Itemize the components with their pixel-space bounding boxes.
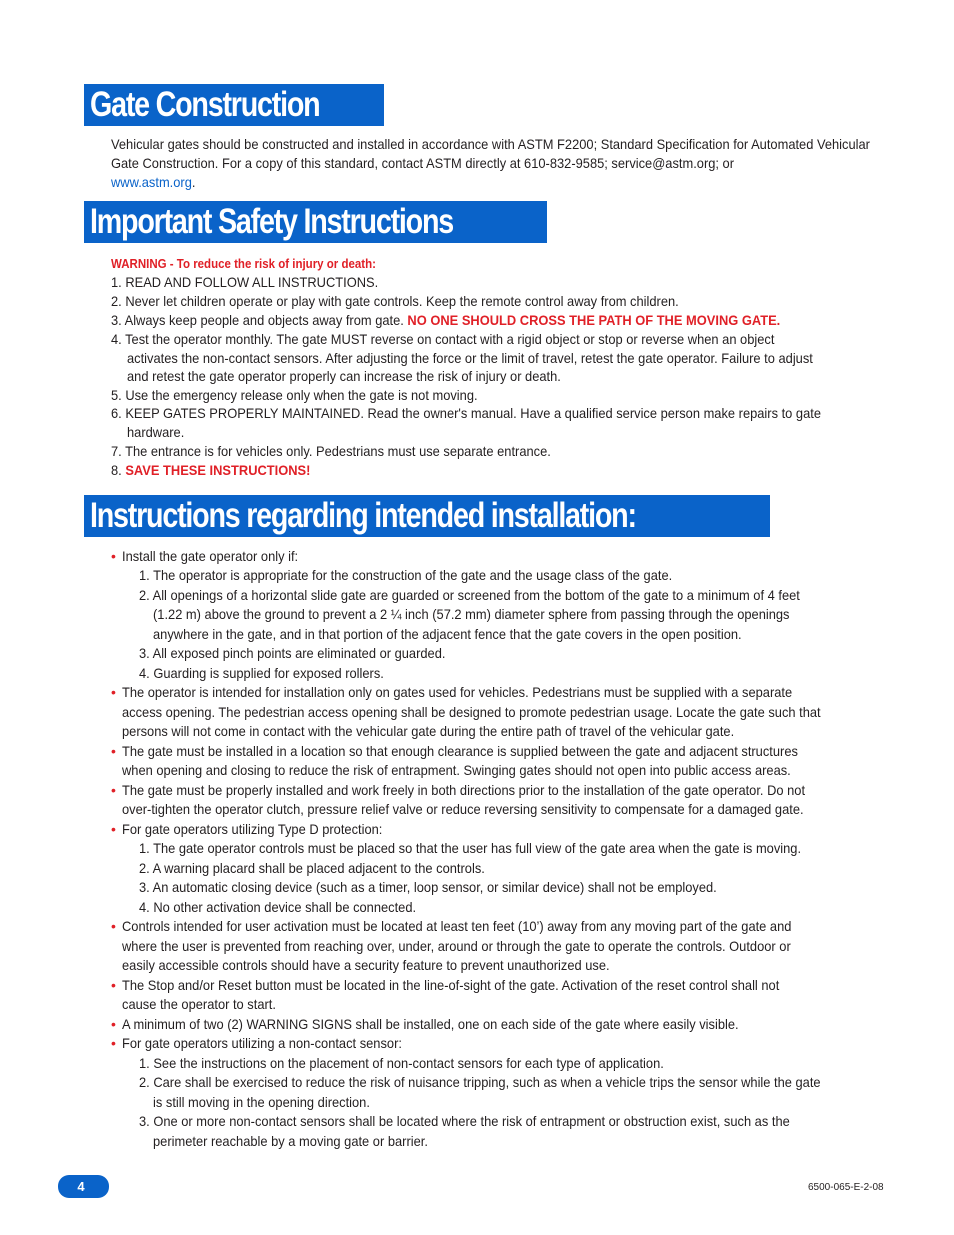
install-line: For gate operators utilizing Type D protection: — [122, 821, 383, 837]
safety-item-4-cont: and retest the gate operator properly can increase the risk of injury or death. — [127, 368, 561, 384]
install-line: Install the gate operator only if: — [122, 548, 299, 564]
install-subitem: 3. All exposed pinch points are eliminated or guarded. — [139, 645, 446, 661]
install-subitem: 3. One or more non-contact sensors shall be located where the risk of entrapment or obstruction exist, such as the — [139, 1113, 790, 1129]
install-line: The gate must be installed in a location so that enough clearance is supplied between the gate and adjacent structures — [122, 743, 798, 759]
install-line: The gate must be properly installed and work freely in both directions prior to the installation of the gate operator. Do not — [122, 782, 806, 798]
install-bullet: • — [111, 743, 116, 759]
install-subitem-cont: anywhere in the gate, and in that portion of the adjacent fence that the gate covers in the open position. — [153, 626, 742, 642]
gate-construction-heading: Gate Construction — [84, 84, 384, 126]
install-line-cont: when opening and closing to reduce the risk of entrapment. Swinging gates should not open into public access areas. — [122, 762, 791, 778]
install-subitem-cont: (1.22 m) above the ground to prevent a 2 ¼ inch (57.2 mm) diameter sphere from passing through the openings — [153, 606, 790, 622]
install-line: Controls intended for user activation must be located at least ten feet (10’) away from any moving part of the gate and — [122, 918, 792, 934]
install-subitem: 1. See the instructions on the placement of non-contact sensors for each type of application. — [139, 1055, 664, 1071]
install-subitem-cont: perimeter reachable by a moving gate or barrier. — [153, 1133, 428, 1149]
safety-item-6-cont: hardware. — [127, 424, 185, 440]
install-subitem: 2. Care shall be exercised to reduce the risk of nuisance tripping, such as when a vehicle trips the sensor while the gate — [139, 1074, 821, 1090]
safety-item-8: 8. SAVE THESE INSTRUCTIONS! — [111, 462, 311, 478]
safety-item-3: 3. Always keep people and objects away from gate. NO ONE SHOULD CROSS THE PATH OF THE MOVING GATE. — [111, 312, 781, 328]
safety-instructions-heading: Important Safety Instructions — [84, 201, 547, 243]
install-bullet: • — [111, 548, 116, 564]
safety-item-4-cont: activates the non-contact sensors. After adjusting the force or the limit of travel, retest the gate operator. Failure to adjust — [127, 350, 813, 366]
install-line-cont: easily accessible controls should have a security feature to prevent unauthorized use. — [122, 957, 610, 973]
safety-item-7: 7. The entrance is for vehicles only. Pedestrians must use separate entrance. — [111, 443, 551, 459]
safety-item-5: 5. Use the emergency release only when the gate is not moving. — [111, 387, 478, 403]
install-bullet: • — [111, 684, 116, 700]
install-line: A minimum of two (2) WARNING SIGNS shall be installed, one on each side of the gate where easily visible. — [122, 1016, 739, 1032]
install-bullet: • — [111, 782, 116, 798]
install-bullet: • — [111, 1016, 116, 1032]
install-line: The Stop and/or Reset button must be located in the line-of-sight of the gate. Activation of the reset control shall not — [122, 977, 780, 993]
install-subitem: 4. Guarding is supplied for exposed rollers. — [139, 665, 384, 681]
install-bullet: • — [111, 821, 116, 837]
install-subitem: 1. The gate operator controls must be placed so that the user has full view of the gate area when the gate is moving. — [139, 840, 802, 856]
install-bullet: • — [111, 918, 116, 934]
install-subitem: 2. A warning placard shall be placed adjacent to the controls. — [139, 860, 485, 876]
safety-item-1: 1. READ AND FOLLOW ALL INSTRUCTIONS. — [111, 274, 379, 290]
install-line-cont: over-tighten the operator clutch, pressure relief valve or reduce reversing sensitivity to compensate for a damaged gate. — [122, 801, 804, 817]
warning-label: WARNING - To reduce the risk of injury or death: — [111, 257, 376, 271]
install-bullet: • — [111, 977, 116, 993]
gate-construction-text: Vehicular gates should be constructed and installed in accordance with ASTM F2200; Standard Specification for Automated Vehicular Gate Construction. For a copy of this standard, contact ASTM directly at 610-832-9585; service@astm.org; or www.astm.org. — [111, 136, 870, 190]
install-line-cont: where the user is prevented from reaching over, under, around or through the gate to operate the controls. Outdoor or — [122, 938, 791, 954]
safety-item-2: 2. Never let children operate or play with gate controls. Keep the remote control away from children. — [111, 293, 679, 309]
install-line-cont: persons will not come in contact with the vehicular gate during the entire path of travel of the vehicular gate. — [122, 723, 735, 739]
document-number: 6500-065-E-2-08 — [808, 1182, 884, 1193]
no-cross-warning: NO ONE SHOULD CROSS THE PATH OF THE MOVING GATE. — [407, 312, 781, 328]
install-line: The operator is intended for installation only on gates used for vehicles. Pedestrians must be supplied with a separate — [122, 684, 793, 700]
install-subitem: 2. All openings of a horizontal slide gate are guarded or screened from the bottom of the gate to a minimum of 4 feet — [139, 587, 800, 603]
install-line-cont: access opening. The pedestrian access opening shall be designed to promote pedestrian usage. Locate the gate such that — [122, 704, 821, 720]
install-subitem: 3. An automatic closing device (such as a timer, loop sensor, or similar device) shall not be employed. — [139, 879, 717, 895]
safety-item-4: 4. Test the operator monthly. The gate MUST reverse on contact with a rigid object or stop or reverse when an object — [111, 331, 775, 347]
install-subitem: 4. No other activation device shall be connected. — [139, 899, 417, 915]
installation-heading: Instructions regarding intended installation: — [84, 495, 770, 537]
install-subitem-cont: is still moving in the opening direction. — [153, 1094, 370, 1110]
install-line: For gate operators utilizing a non-contact sensor: — [122, 1035, 402, 1051]
install-line-cont: cause the operator to start. — [122, 996, 276, 1012]
astm-link[interactable]: www.astm.org — [111, 174, 192, 190]
safety-item-6: 6. KEEP GATES PROPERLY MAINTAINED. Read the owner's manual. Have a qualified service person make repairs to gate — [111, 405, 821, 421]
page-number: 4 — [58, 1175, 109, 1198]
save-instructions: SAVE THESE INSTRUCTIONS! — [125, 462, 311, 478]
install-bullet: • — [111, 1035, 116, 1051]
install-subitem: 1. The operator is appropriate for the construction of the gate and the usage class of the gate. — [139, 567, 673, 583]
